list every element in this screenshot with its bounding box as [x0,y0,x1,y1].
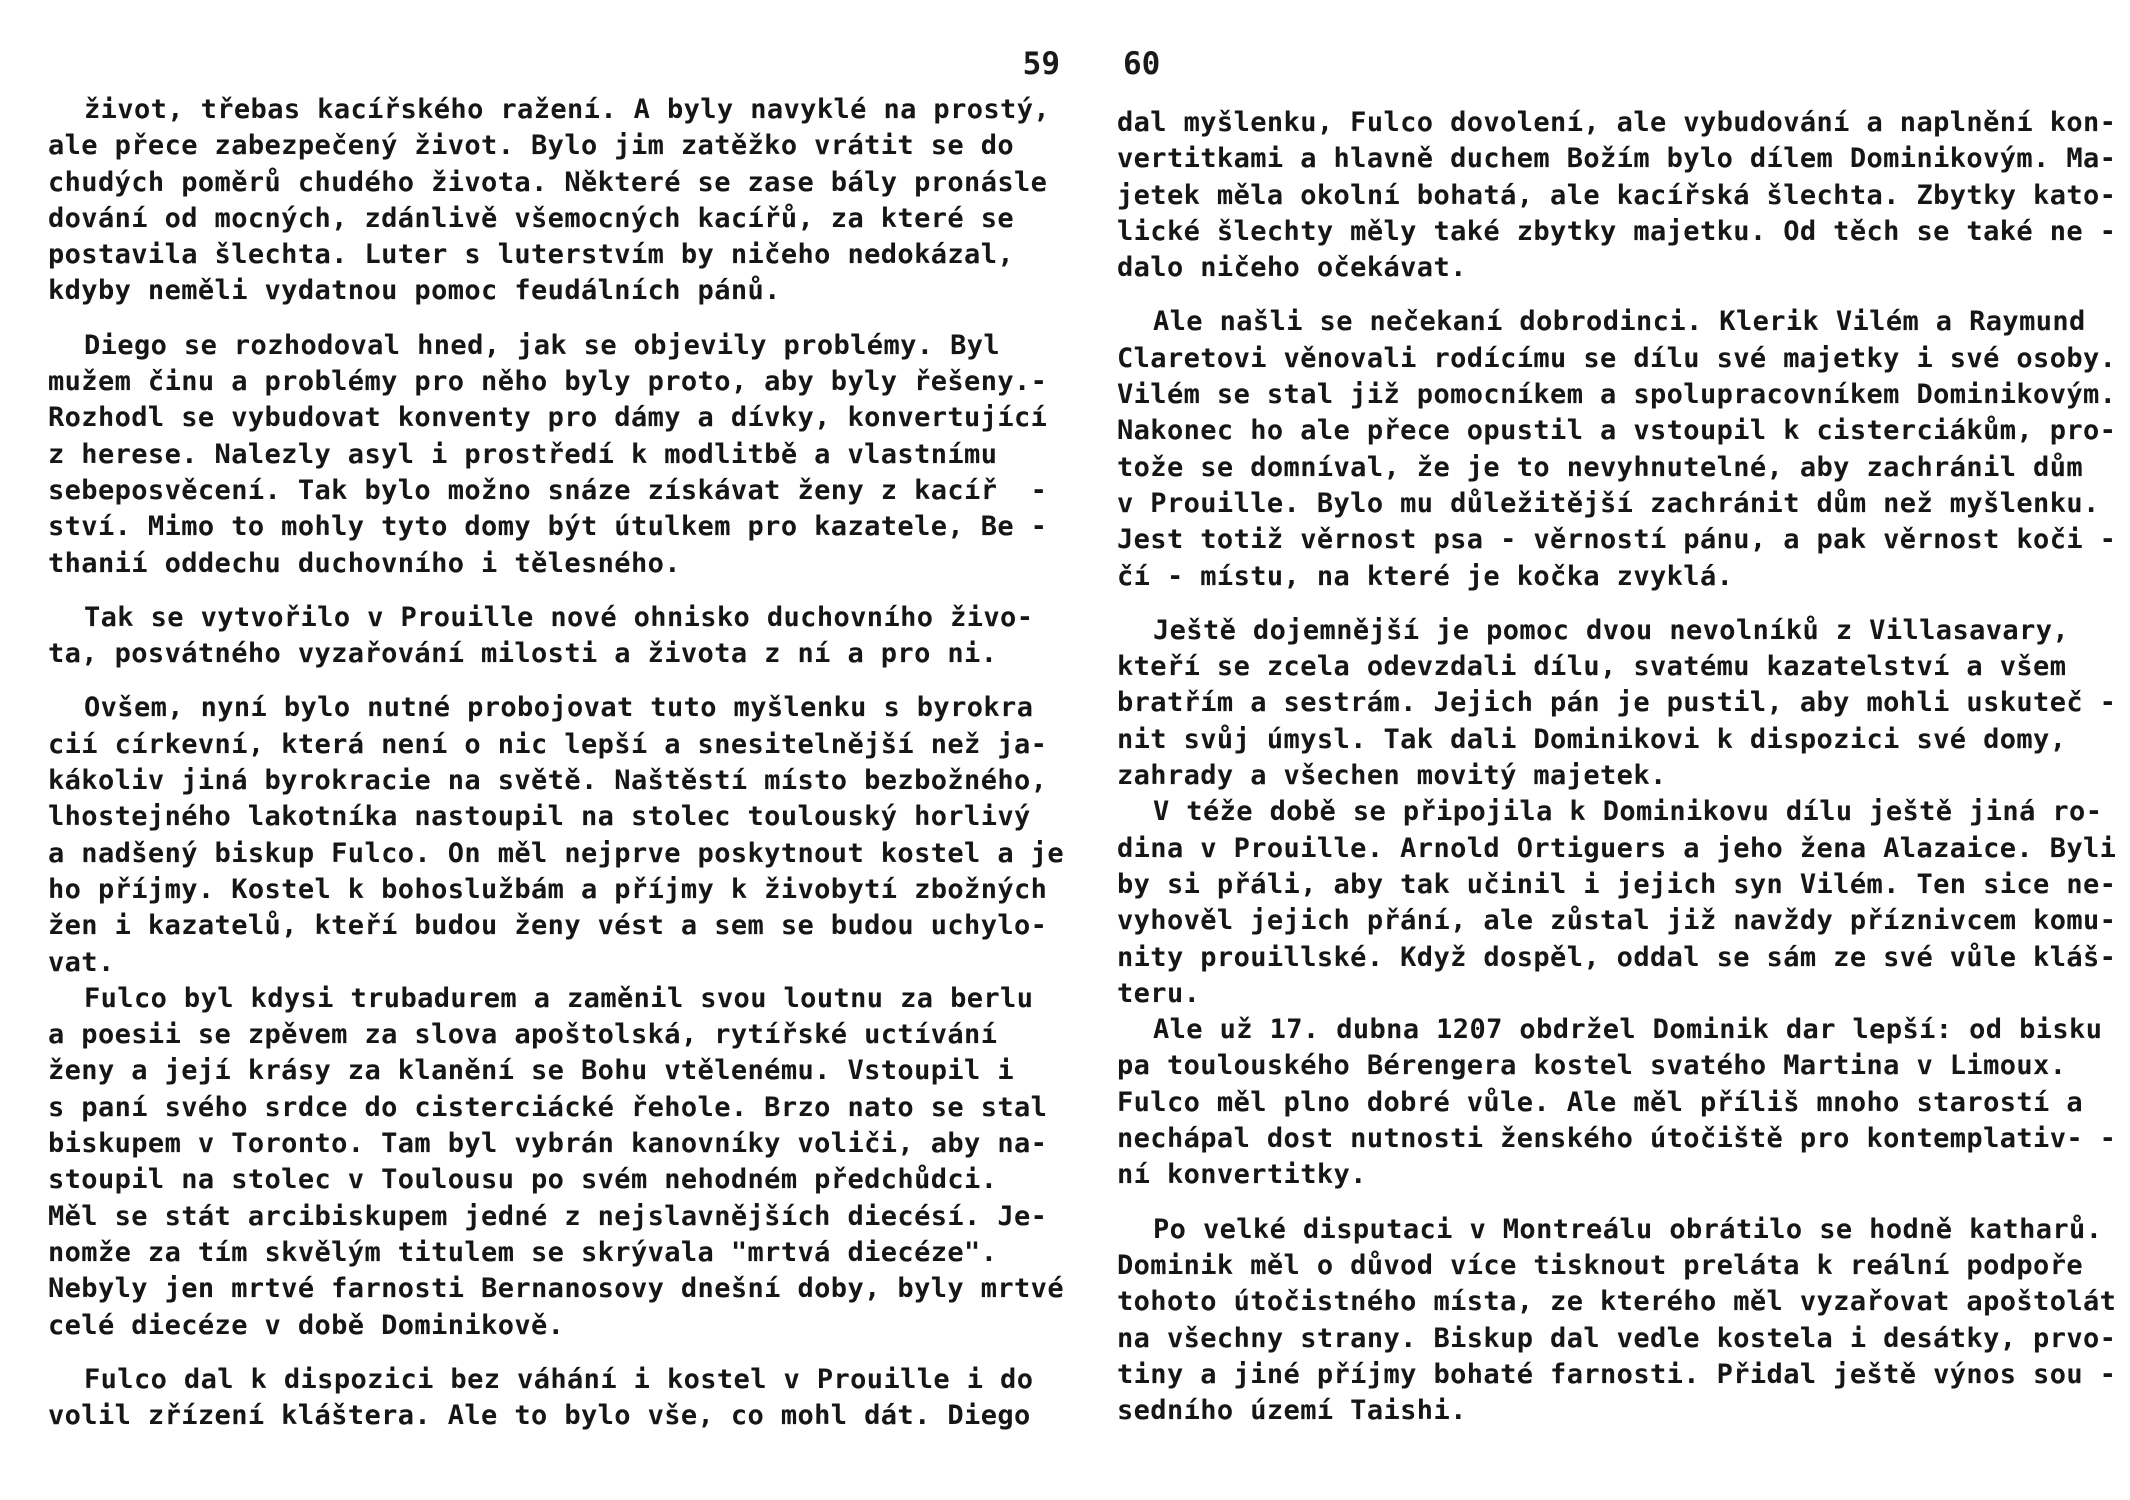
text-line: stoupil na stolec v Toulousu po svém nehodném předchůdci. [48,1164,998,1196]
text-line: jetek měla okolní bohatá, ale kacířská šlechta. Zbytky kato- [1117,179,2117,211]
paragraph [1117,794,2117,1012]
text-line: chudých poměrů chudého života. Některé se zase bály pronásle [48,166,1048,198]
text-line: Po velké disputaci v Montreálu obrátilo se hodně katharů. [1153,1213,2103,1245]
text-line: V téže době se připojila k Dominikovu dílu ještě jiná ro- [1153,796,2103,828]
paragraph [1117,304,2117,594]
text-line: bratřím a sestrám. Jejich pán je pustil, aby mohli uskuteč - [1117,687,2117,719]
text-line: nomže za tím skvělým titulem se skrývala "mrtvá diecéze". [48,1236,998,1268]
text-line: pa toulouského Bérengera kostel svatého Martina v Limoux. [1117,1050,2067,1082]
text-line: dina v Prouille. Arnold Ortiguers a jeho žena Alazaice. Byli [1117,832,2117,864]
text-line: Nebyly jen mrtvé farnosti Bernanosovy dnešní doby, byly mrtvé [48,1273,1064,1305]
paragraph [48,690,1064,980]
text-line: dal myšlenku, Fulco dovolení, ale vybudování a naplnění kon- [1117,107,2117,138]
text-line: Ještě dojemnější je pomoc dvou nevolníků z Villasavary, [1153,614,2070,646]
text-line: a nadšený biskup Fulco. On měl nejprve poskytnout kostel a je [48,837,1064,869]
text-line: vyhověl jejich přání, ale zůstal již navždy příznivcem komu- [1117,905,2117,937]
text-line: tiny a jiné příjmy bohaté farnosti. Přidal ještě výnos sou - [1117,1358,2117,1390]
text-line: Nakonec ho ale přece opustil a vstoupil k cisterciákům, pro- [1117,415,2117,447]
text-line: postavila šlechta. Luter s luterstvím by ničeho nedokázal, [48,239,1015,271]
text-line: Tak se vytvořilo v Prouille nové ohnisko duchovního živo- [84,601,1034,633]
text-line: na všechny strany. Biskup dal vedle kostela i desátky, prvo- [1117,1322,2117,1354]
text-line: z herese. Nalezly asyl i prostředí k modlitbě a vlastnímu [48,438,998,470]
text-line: sebeposvěcení. Tak bylo možno snáze získávat ženy z kacíř - [48,474,1048,506]
paragraph [48,328,1048,582]
text-line: Diego se rozhodoval hned, jak se objevily problémy. Byl [84,329,1001,361]
text-line: nity prouillské. Když dospěl, oddal se sám ze své vůle kláš- [1117,941,2117,973]
text-line: dování od mocných, zdánlivě všemocných kacířů, za které se [48,202,1015,234]
paragraph [48,981,1064,1344]
text-line: ní konvertitky. [1117,1159,1367,1191]
text-line: Fulco byl kdysi trubadurem a zaměnil svou loutnu za berlu [84,982,1034,1014]
text-line: nechápal dost nutnosti ženského útočiště pro kontemplativ- - [1117,1123,2117,1155]
left-page [48,0,1064,1500]
paragraph [1117,1212,2117,1430]
text-line: nit svůj úmysl. Tak dali Dominikovi k dispozici své domy, [1117,723,2067,755]
page-body-text [48,92,1064,1434]
text-line: v Prouille. Bylo mu důležitější zachránit dům než myšlenku. [1117,487,2100,519]
text-line: lické šlechty měly také zbytky majetku. Od těch se také ne - [1117,215,2117,247]
paragraph [1117,105,2117,286]
text-line: celé diecéze v době Dominikově. [48,1309,565,1341]
text-line: ale přece zabezpečený život. Bylo jim zatěžko vrátit se do [48,130,1015,162]
text-line: Dominik měl o důvod více tisknout preláta k reální podpoře [1117,1249,2084,1281]
text-line: tohoto útočistného místa, ze kterého měl vyzařovat apoštolát [1117,1286,2117,1318]
paragraph [48,600,1038,673]
text-line: Claretovi věnovali rodícímu se dílu své majetky i své osoby. [1117,342,2117,374]
text-line: thanií oddechu duchovního i tělesného. [48,547,681,579]
text-line: a poesii se zpěvem za slova apoštolská, rytířské uctívání [48,1019,998,1051]
text-line: vertitkami a hlavně duchem Božím bylo dílem Dominikovým. Ma- [1117,143,2117,175]
text-line: ho příjmy. Kostel k bohoslužbám a příjmy k živobytí zbožných [48,873,1048,905]
page-number: 60 [1123,46,1161,82]
text-line: Ovšem, nyní bylo nutné probojovat tuto myšlenku s byrokra [84,692,1034,724]
text-line: Rozhodl se vybudovat konventy pro dámy a dívky, konvertující [48,402,1048,434]
text-line: mužem činu a problémy pro něho byly proto, aby byly řešeny.- [48,366,1048,398]
text-line: Fulco dal k dispozici bez váhání i kostel v Prouille i do [84,1363,1034,1395]
text-line: zahrady a všechen movitý majetek. [1117,760,1667,792]
text-line: biskupem v Toronto. Tam byl vybrán kanovníky voliči, aby na- [48,1128,1048,1160]
text-line: ství. Mimo to mohly tyto domy být útulkem pro kazatele, Be - [48,511,1048,543]
right-page [1117,0,2117,1500]
page-body-text [1117,105,2117,1429]
text-line: Měl se stát arcibiskupem jedné z nejslavnějších diecésí. Je- [48,1200,1048,1232]
text-line: volil zřízení kláštera. Ale to bylo vše, co mohl dát. Diego [48,1400,1031,1432]
paragraph [48,1362,1038,1435]
page-number: 59 [1022,46,1060,82]
text-line: cií církevní, která není o nic lepší a snesitelnější než ja- [48,728,1048,760]
paragraph [1117,613,2117,794]
text-line: ta, posvátného vyzařování milosti a života z ní a pro ni. [48,638,998,670]
paragraph [48,92,1051,310]
text-line: žen i kazatelů, kteří budou ženy vést a sem se budou uchylo- [48,910,1048,942]
text-line: Fulco měl plno dobré vůle. Ale měl příliš mnoho starostí a [1117,1086,2084,1118]
text-line: ženy a její krásy za klanění se Bohu vtělenému. Vstoupil i [48,1055,1015,1087]
text-line: tože se domníval, že je to nevyhnutelné, aby zachránil dům [1117,451,2084,483]
text-line: Jest totiž věrnost psa - věrností pánu, a pak věrnost koči - [1117,524,2117,556]
text-line: Ale už 17. dubna 1207 obdržel Dominik dar lepší: od bisku [1153,1014,2103,1046]
text-line: by si přáli, aby tak učinil i jejich syn Vilém. Ten sice ne- [1117,868,2117,900]
text-line: život, třebas kacířského ražení. A byly navyklé na prostý, [84,94,1051,125]
text-line: lhostejného lakotníka nastoupil na stolec toulouský horlivý [48,801,1031,833]
text-line: kákoliv jiná byrokracie na světě. Naštěstí místo bezbožného, [48,765,1048,797]
text-line: kteří se zcela odevzdali dílu, svatému kazatelství a všem [1117,651,2067,683]
text-line: vat. [48,946,115,978]
text-line: s paní svého srdce do cisterciácké řehole. Brzo nato se stal [48,1091,1048,1123]
text-line: sedního území Taishi. [1117,1395,1467,1427]
text-line: Ale našli se nečekaní dobrodinci. Klerik Vilém a Raymund [1153,306,2086,338]
text-line: dalo ničeho očekávat. [1117,252,1467,284]
text-line: čí - místu, na které je kočka zvyklá. [1117,560,1734,592]
text-line: Vilém se stal již pomocníkem a spolupracovníkem Dominikovým. [1117,379,2117,411]
text-line: kdyby neměli vydatnou pomoc feudálních pánů. [48,275,781,307]
paragraph [1117,1012,2117,1193]
text-line: teru. [1117,977,1201,1009]
